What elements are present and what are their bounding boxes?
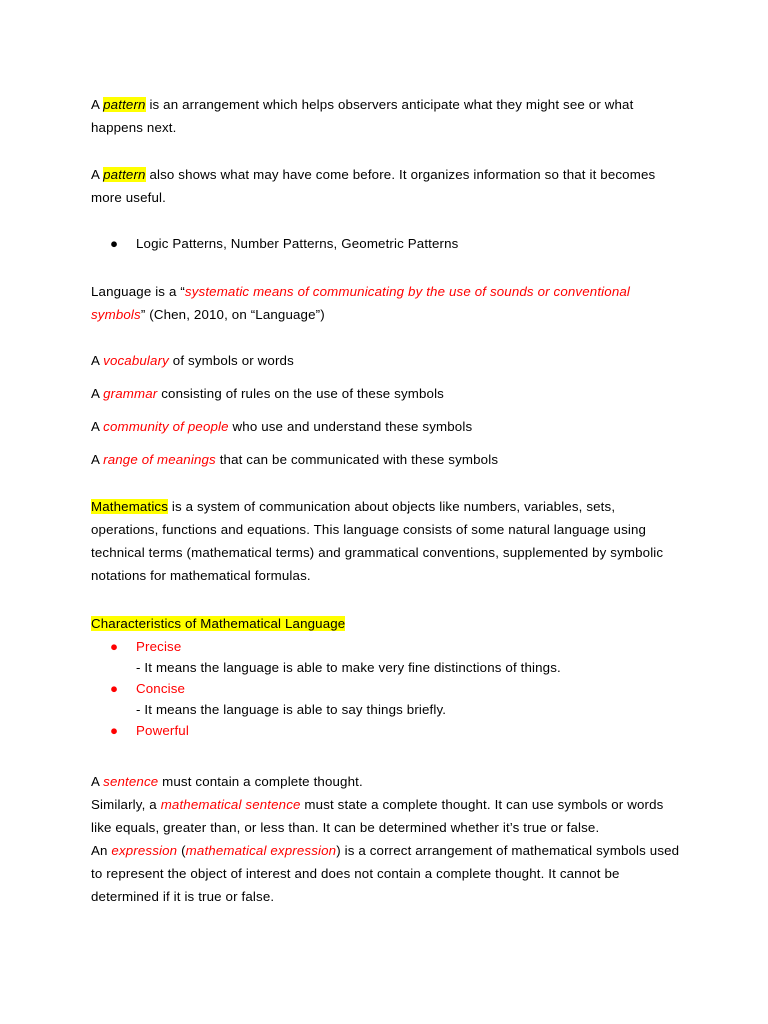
bullet-icon: ● — [110, 236, 119, 251]
text-a: A — [91, 419, 104, 434]
text-a: A — [91, 97, 104, 112]
text-rest: of symbols or words — [168, 353, 294, 368]
language-definition — [91, 280, 681, 326]
text-paren: ( — [177, 843, 186, 858]
pattern-types-list — [110, 233, 458, 254]
text-a: A — [91, 774, 104, 789]
text-an: An — [91, 843, 112, 858]
text-rest: is an arrangement which helps observers anticipate what they might see or what happens next. — [91, 97, 634, 135]
bullet-icon: ● — [110, 723, 119, 738]
characteristics-list — [110, 636, 561, 741]
term-mathematics: Mathematics — [91, 499, 169, 514]
list-item — [110, 233, 458, 254]
pattern-definition-1 — [91, 93, 681, 139]
sentence-definition — [91, 770, 681, 908]
component-community — [91, 415, 681, 438]
list-item — [110, 720, 561, 741]
list-item — [110, 636, 561, 678]
characteristic-label: Precise — [136, 639, 182, 654]
characteristic-label: Concise — [136, 681, 186, 696]
characteristic-desc: - It means the language is able to say things briefly. — [136, 702, 447, 717]
characteristic-label: Powerful — [136, 723, 189, 738]
language-quote: systematic means of communicating by the use of sounds or conventional symbols — [91, 284, 631, 322]
list-item — [110, 678, 561, 720]
pattern-definition-2 — [91, 163, 681, 209]
term-pattern-1: pattern — [103, 97, 146, 112]
text-rest: ) is a correct arrangement of mathematical symbols used to represent the object of interest and does not contain a complete thought. It cannot be determined if it is true or false. — [91, 843, 680, 904]
mathematics-definition — [91, 495, 681, 587]
text-rest: who use and understand these symbols — [228, 419, 473, 434]
term-grammar: grammar — [103, 386, 158, 401]
component-meanings — [91, 448, 681, 471]
text-rest: consisting of rules on the use of these symbols — [157, 386, 444, 401]
bullet-text: Logic Patterns, Number Patterns, Geometric Patterns — [136, 236, 459, 251]
term-expression: expression — [111, 843, 178, 858]
text-a: A — [91, 353, 104, 368]
bullet-icon: ● — [110, 681, 119, 696]
term-mathematical-expression: mathematical expression — [185, 843, 337, 858]
term-range-of-meanings: range of meanings — [103, 452, 216, 467]
bullet-icon: ● — [110, 639, 119, 654]
text-similarly: Similarly, a — [91, 797, 161, 812]
text-lead: Language is a “ — [91, 284, 185, 299]
text-rest: is a system of communication about objects like numbers, variables, sets, operations, functions and equations. This language consists of some natural language using technical terms (mathematical terms) and grammatical conventions, supplemented by symbolic notations for mathematical formulas. — [91, 499, 664, 583]
text-rest: also shows what may have come before. It organizes information so that it becomes more useful. — [91, 167, 656, 205]
component-vocabulary — [91, 349, 681, 372]
text-tail: ” (Chen, 2010, on “Language”) — [140, 307, 325, 322]
characteristic-desc: - It means the language is able to make very fine distinctions of things. — [136, 660, 561, 675]
term-community: community of people — [103, 419, 229, 434]
term-sentence: sentence — [103, 774, 159, 789]
text-rest: that can be communicated with these symbols — [215, 452, 499, 467]
term-vocabulary: vocabulary — [103, 353, 169, 368]
text-a: A — [91, 167, 104, 182]
term-pattern-2: pattern — [103, 167, 146, 182]
term-mathematical-sentence: mathematical sentence — [160, 797, 301, 812]
text-a: A — [91, 452, 104, 467]
heading-text: Characteristics of Mathematical Language — [91, 616, 346, 631]
text-rest: must state a complete thought. It can use symbols or words like equals, greater than, or less than. It can be determined whether it’s true or false. — [91, 797, 664, 835]
component-grammar — [91, 382, 681, 405]
text-a: A — [91, 386, 104, 401]
characteristics-heading — [91, 612, 681, 635]
text-rest: must contain a complete thought. — [158, 774, 363, 789]
